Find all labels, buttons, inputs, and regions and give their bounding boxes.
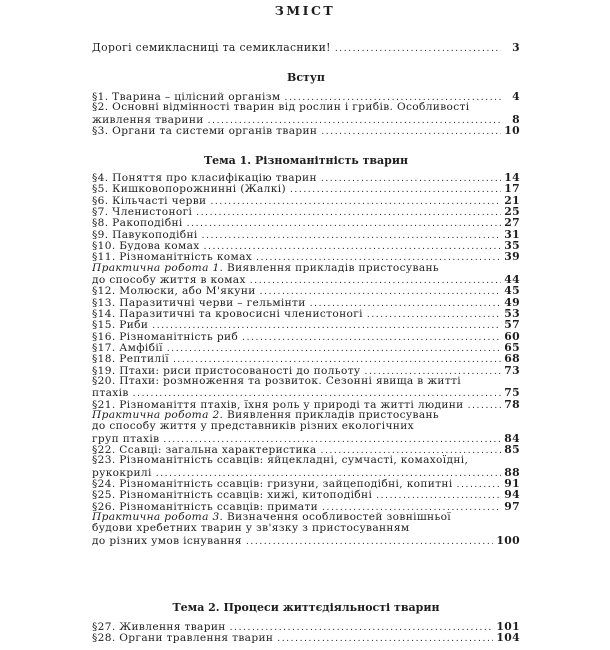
dot-leader <box>202 231 501 240</box>
page-number: 57 <box>504 319 520 331</box>
toc-line <box>92 399 520 410</box>
dot-leader <box>468 401 501 410</box>
practical-work-label: Практична робота 1. <box>92 262 224 274</box>
page-title: ЗМІСТ <box>274 3 336 18</box>
toc-line <box>92 91 520 102</box>
page-number: 84 <box>504 432 520 444</box>
toc-line <box>92 512 520 523</box>
page-number: 75 <box>504 387 520 399</box>
page-number: 101 <box>496 621 520 633</box>
dot-leader <box>204 242 501 251</box>
dot-leader <box>163 435 501 444</box>
toc-entry-text: §18. Рептилії <box>92 353 169 365</box>
toc-line <box>92 297 520 308</box>
page-number: 65 <box>504 341 520 354</box>
toc-entry-text: до способу життя в комах <box>92 273 246 286</box>
toc-line <box>92 621 520 632</box>
dot-leader <box>242 333 501 342</box>
section-entries-intro <box>92 91 520 136</box>
toc-entry-text: груп птахів <box>92 432 160 444</box>
toc-line <box>92 523 520 534</box>
dot-leader <box>260 287 501 296</box>
toc-entry-text: §25. Різноманітність ссавців: хижі, китоподібні <box>92 489 373 501</box>
page-number: 85 <box>504 443 520 456</box>
dot-leader <box>133 389 501 398</box>
toc-line <box>92 251 520 262</box>
toc-line <box>92 365 520 376</box>
page-number: 97 <box>504 500 520 512</box>
dot-leader <box>285 93 501 102</box>
dot-leader <box>321 174 501 183</box>
dot-leader <box>321 127 501 136</box>
page-number: 17 <box>504 183 520 195</box>
page-number: 94 <box>504 489 520 501</box>
page-number: 49 <box>504 296 520 308</box>
dot-leader <box>335 44 501 53</box>
toc-line <box>92 263 520 274</box>
toc-line <box>92 455 520 466</box>
toc-entry-text: будови хребетних тварин у зв'язку з пристосуванням <box>92 523 410 535</box>
practical-work-label: Практична робота 3. <box>92 511 224 523</box>
toc-entry-text: рукокрилі <box>92 466 152 478</box>
toc-entry-text: §15. Риби <box>92 319 149 331</box>
toc-entry-text: §27. Живлення тварин <box>92 621 226 633</box>
toc-entry-text: §1. Тварина – цілісний організм <box>92 91 281 103</box>
page-number: 3 <box>512 42 520 54</box>
page-number: 8 <box>512 113 520 125</box>
toc-entry-text: §22. Ссавці: загальна характеристика <box>92 443 317 456</box>
toc-line <box>92 172 520 183</box>
toc-line <box>92 387 520 398</box>
toc-line <box>92 342 520 353</box>
dot-leader <box>250 276 501 285</box>
toc-entry-text: до різних умов існування <box>92 534 242 546</box>
dot-leader <box>210 197 501 206</box>
toc-entry-text: §11. Різноманітність комах <box>92 251 253 263</box>
toc-entry-text: §10. Будова комах <box>92 239 200 252</box>
toc-line <box>92 125 520 136</box>
toc-entry-text: §16. Різноманітність риб <box>92 330 239 342</box>
page-number: 10 <box>504 124 520 137</box>
toc-entry-text: §28. Органи травлення тварин <box>92 632 274 644</box>
toc-line <box>92 353 520 364</box>
toc-entry-text: §19. Птахи: риси пристосованості до польоту <box>92 364 361 376</box>
page-number: 78 <box>504 398 520 410</box>
toc-line <box>92 102 520 113</box>
toc-line <box>92 114 520 125</box>
page-number: 44 <box>504 273 520 286</box>
page-number: 45 <box>504 285 520 297</box>
dot-leader <box>376 491 501 500</box>
page-number: 25 <box>504 205 520 218</box>
toc-entry-text: §20. Птахи: розмноження та розвиток. Сезонні явища в житті <box>92 375 461 387</box>
page-number: 91 <box>504 477 520 490</box>
practical-work-label: Практична робота 2. <box>92 409 224 421</box>
toc-entry-text: §5. Кишковопорожнинні (Жалкі) <box>92 183 286 195</box>
dot-leader <box>167 344 501 353</box>
toc-entry-text: §2. Основні відмінності тварин від рослин і грибів. Особливості <box>92 102 470 114</box>
page-number: 39 <box>504 251 520 263</box>
dot-leader <box>246 537 493 546</box>
section-entries-topic-1 <box>92 172 520 546</box>
page-number: 68 <box>504 353 520 365</box>
page-number: 100 <box>496 534 520 546</box>
section-heading: Тема 2. Процеси життєдіяльності тварин <box>172 601 440 614</box>
page-number: 104 <box>496 632 520 644</box>
page-number: 21 <box>504 194 520 206</box>
toc-line <box>92 42 520 53</box>
toc-entry-text <box>92 410 439 421</box>
toc-entry-text: Дорогі семикласниці та семикласники! <box>92 42 331 54</box>
toc-line <box>92 489 520 500</box>
dot-leader <box>196 208 501 217</box>
toc-line <box>92 217 520 228</box>
toc-entry-text <box>92 263 439 274</box>
page-number: 4 <box>512 91 520 103</box>
toc-entry-text: до способу життя у представників різних екологічних <box>92 421 414 433</box>
section-heading: Вступ <box>287 71 325 84</box>
toc-line <box>92 195 520 206</box>
page-number: 27 <box>504 217 520 229</box>
toc-line <box>92 478 520 489</box>
toc-line <box>92 274 520 285</box>
dot-leader <box>457 480 501 489</box>
toc-line <box>92 410 520 421</box>
toc-line <box>92 183 520 194</box>
page-number: 31 <box>504 228 520 240</box>
toc-entry-text: §6. Кільчасті черви <box>92 194 207 206</box>
dot-leader <box>173 355 501 364</box>
toc-line <box>92 229 520 240</box>
toc-line <box>92 632 520 643</box>
page-number: 60 <box>504 330 520 342</box>
toc-line <box>92 331 520 342</box>
toc-entry-text: §17. Амфібії <box>92 341 163 354</box>
practical-work-title: Виявлення прикладів пристосувань <box>223 262 440 274</box>
toc-entry-text: §9. Павукоподібні <box>92 228 198 240</box>
dot-leader <box>230 623 494 632</box>
dot-leader <box>277 634 493 643</box>
toc-line <box>92 433 520 444</box>
toc-entry-text: птахів <box>92 387 129 399</box>
toc-entry-text: живлення тварини <box>92 113 204 125</box>
page-number: 14 <box>504 172 520 184</box>
toc-line <box>92 240 520 251</box>
toc-line <box>92 285 520 296</box>
dot-leader <box>187 219 501 228</box>
dot-leader <box>364 367 501 376</box>
practical-work-title: Виявлення прикладів пристосувань <box>223 409 440 421</box>
section-entries-topic-2 <box>92 621 520 644</box>
toc-entry-text: §21. Різноманіття птахів, їхня роль у природі та житті людини <box>92 398 464 410</box>
toc-entry-text: §12. Молюски, або М'якуни <box>92 285 256 297</box>
dot-leader <box>208 116 501 125</box>
toc-line <box>92 421 520 432</box>
toc-entry-text: §3. Органи та системи органів тварин <box>92 124 318 137</box>
dot-leader <box>256 253 501 262</box>
toc-entry-text: §4. Поняття про класифікацію тварин <box>92 172 317 184</box>
toc-line <box>92 501 520 512</box>
dot-leader <box>290 185 501 194</box>
dot-leader <box>310 299 501 308</box>
dot-leader <box>156 469 501 478</box>
page-number: 88 <box>504 466 520 478</box>
toc-line <box>92 206 520 217</box>
toc-line <box>92 444 520 455</box>
page-number: 73 <box>504 364 520 376</box>
section-heading: Тема 1. Різноманітність тварин <box>203 154 409 167</box>
toc-entry-text: §23. Різноманітність ссавців: яйцекладні, сумчасті, комахоїдні, <box>92 455 469 467</box>
toc-entry-text: §13. Паразитичні черви – гельмінти <box>92 296 306 308</box>
intro-entry <box>92 42 520 53</box>
toc-line <box>92 467 520 478</box>
toc-entry-text: §14. Паразитичні та кровосисні членистоногі <box>92 307 363 320</box>
toc-line <box>92 376 520 387</box>
dot-leader <box>152 321 501 330</box>
toc-line <box>92 308 520 319</box>
dot-leader <box>321 446 501 455</box>
toc-entry-text: §8. Ракоподібні <box>92 217 183 229</box>
page-number: 35 <box>504 239 520 252</box>
dot-leader <box>322 503 501 512</box>
toc-entry-text: §26. Різноманітність ссавців: примати <box>92 500 319 512</box>
toc-entry-text: §24. Різноманітність ссавців: гризуни, зайцеподібні, копитні <box>92 477 453 490</box>
toc-entry-text <box>92 512 451 523</box>
toc-line <box>92 535 520 546</box>
toc-entry-text: §7. Членистоногі <box>92 205 193 218</box>
dot-leader <box>367 310 501 319</box>
practical-work-title: Визначення особливостей зовнішньої <box>223 511 452 523</box>
page-number: 53 <box>504 307 520 320</box>
toc-line <box>92 319 520 330</box>
